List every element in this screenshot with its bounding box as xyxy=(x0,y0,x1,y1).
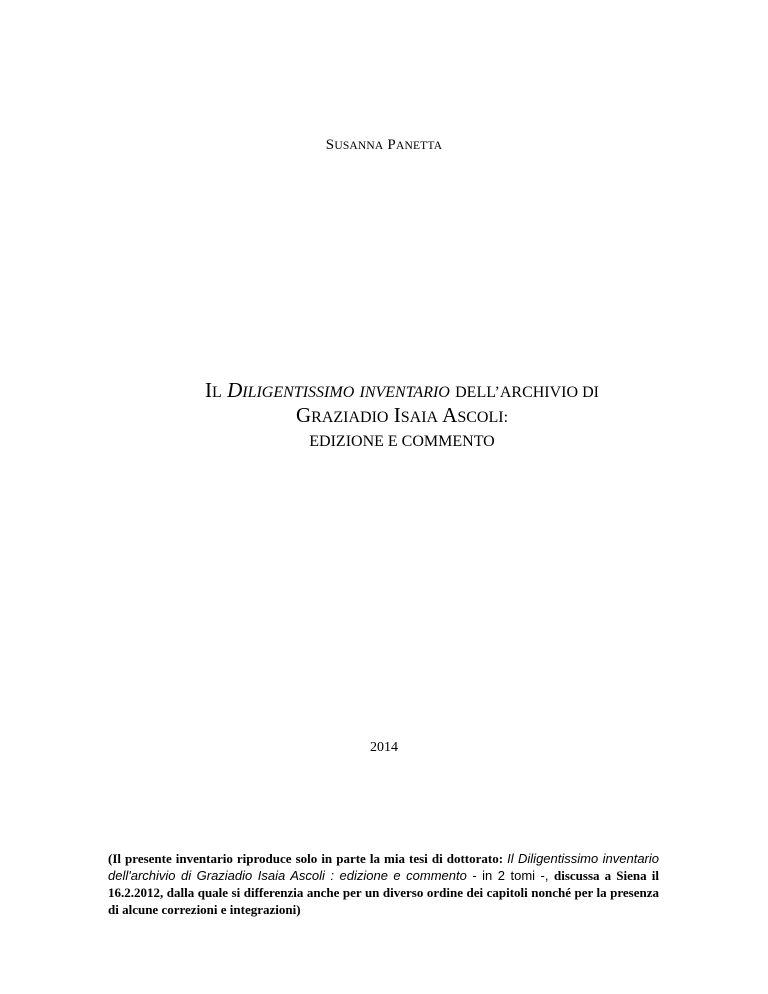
author-name: SUSANNA PANETTA xyxy=(325,137,443,153)
publication-year: 2014 xyxy=(370,740,398,755)
document-title xyxy=(0,380,768,454)
footnote-paragraph: (Il presente inventario riproduce solo in parte la mia tesi di dottorato: Il Diligentissimo inventario dell'archivio di Graziadio Isaia Ascoli : edizione e commento - in 2 tomi -, discussa a Siena il 16.2.2012, dalla quale si differenzia anche per un diverso ordine dei capitoli nonché per la presenza di alcune correzioni e integrazioni) xyxy=(108,851,659,917)
title-line-2: GRAZIADIO ISAIA ASCOLI: xyxy=(295,403,509,427)
document-subtitle: EDIZIONE E COMMENTO xyxy=(309,433,495,450)
title-line-1: IL DILIGENTISSIMO INVENTARIO DELL’ARCHIVIO DI xyxy=(205,378,599,402)
